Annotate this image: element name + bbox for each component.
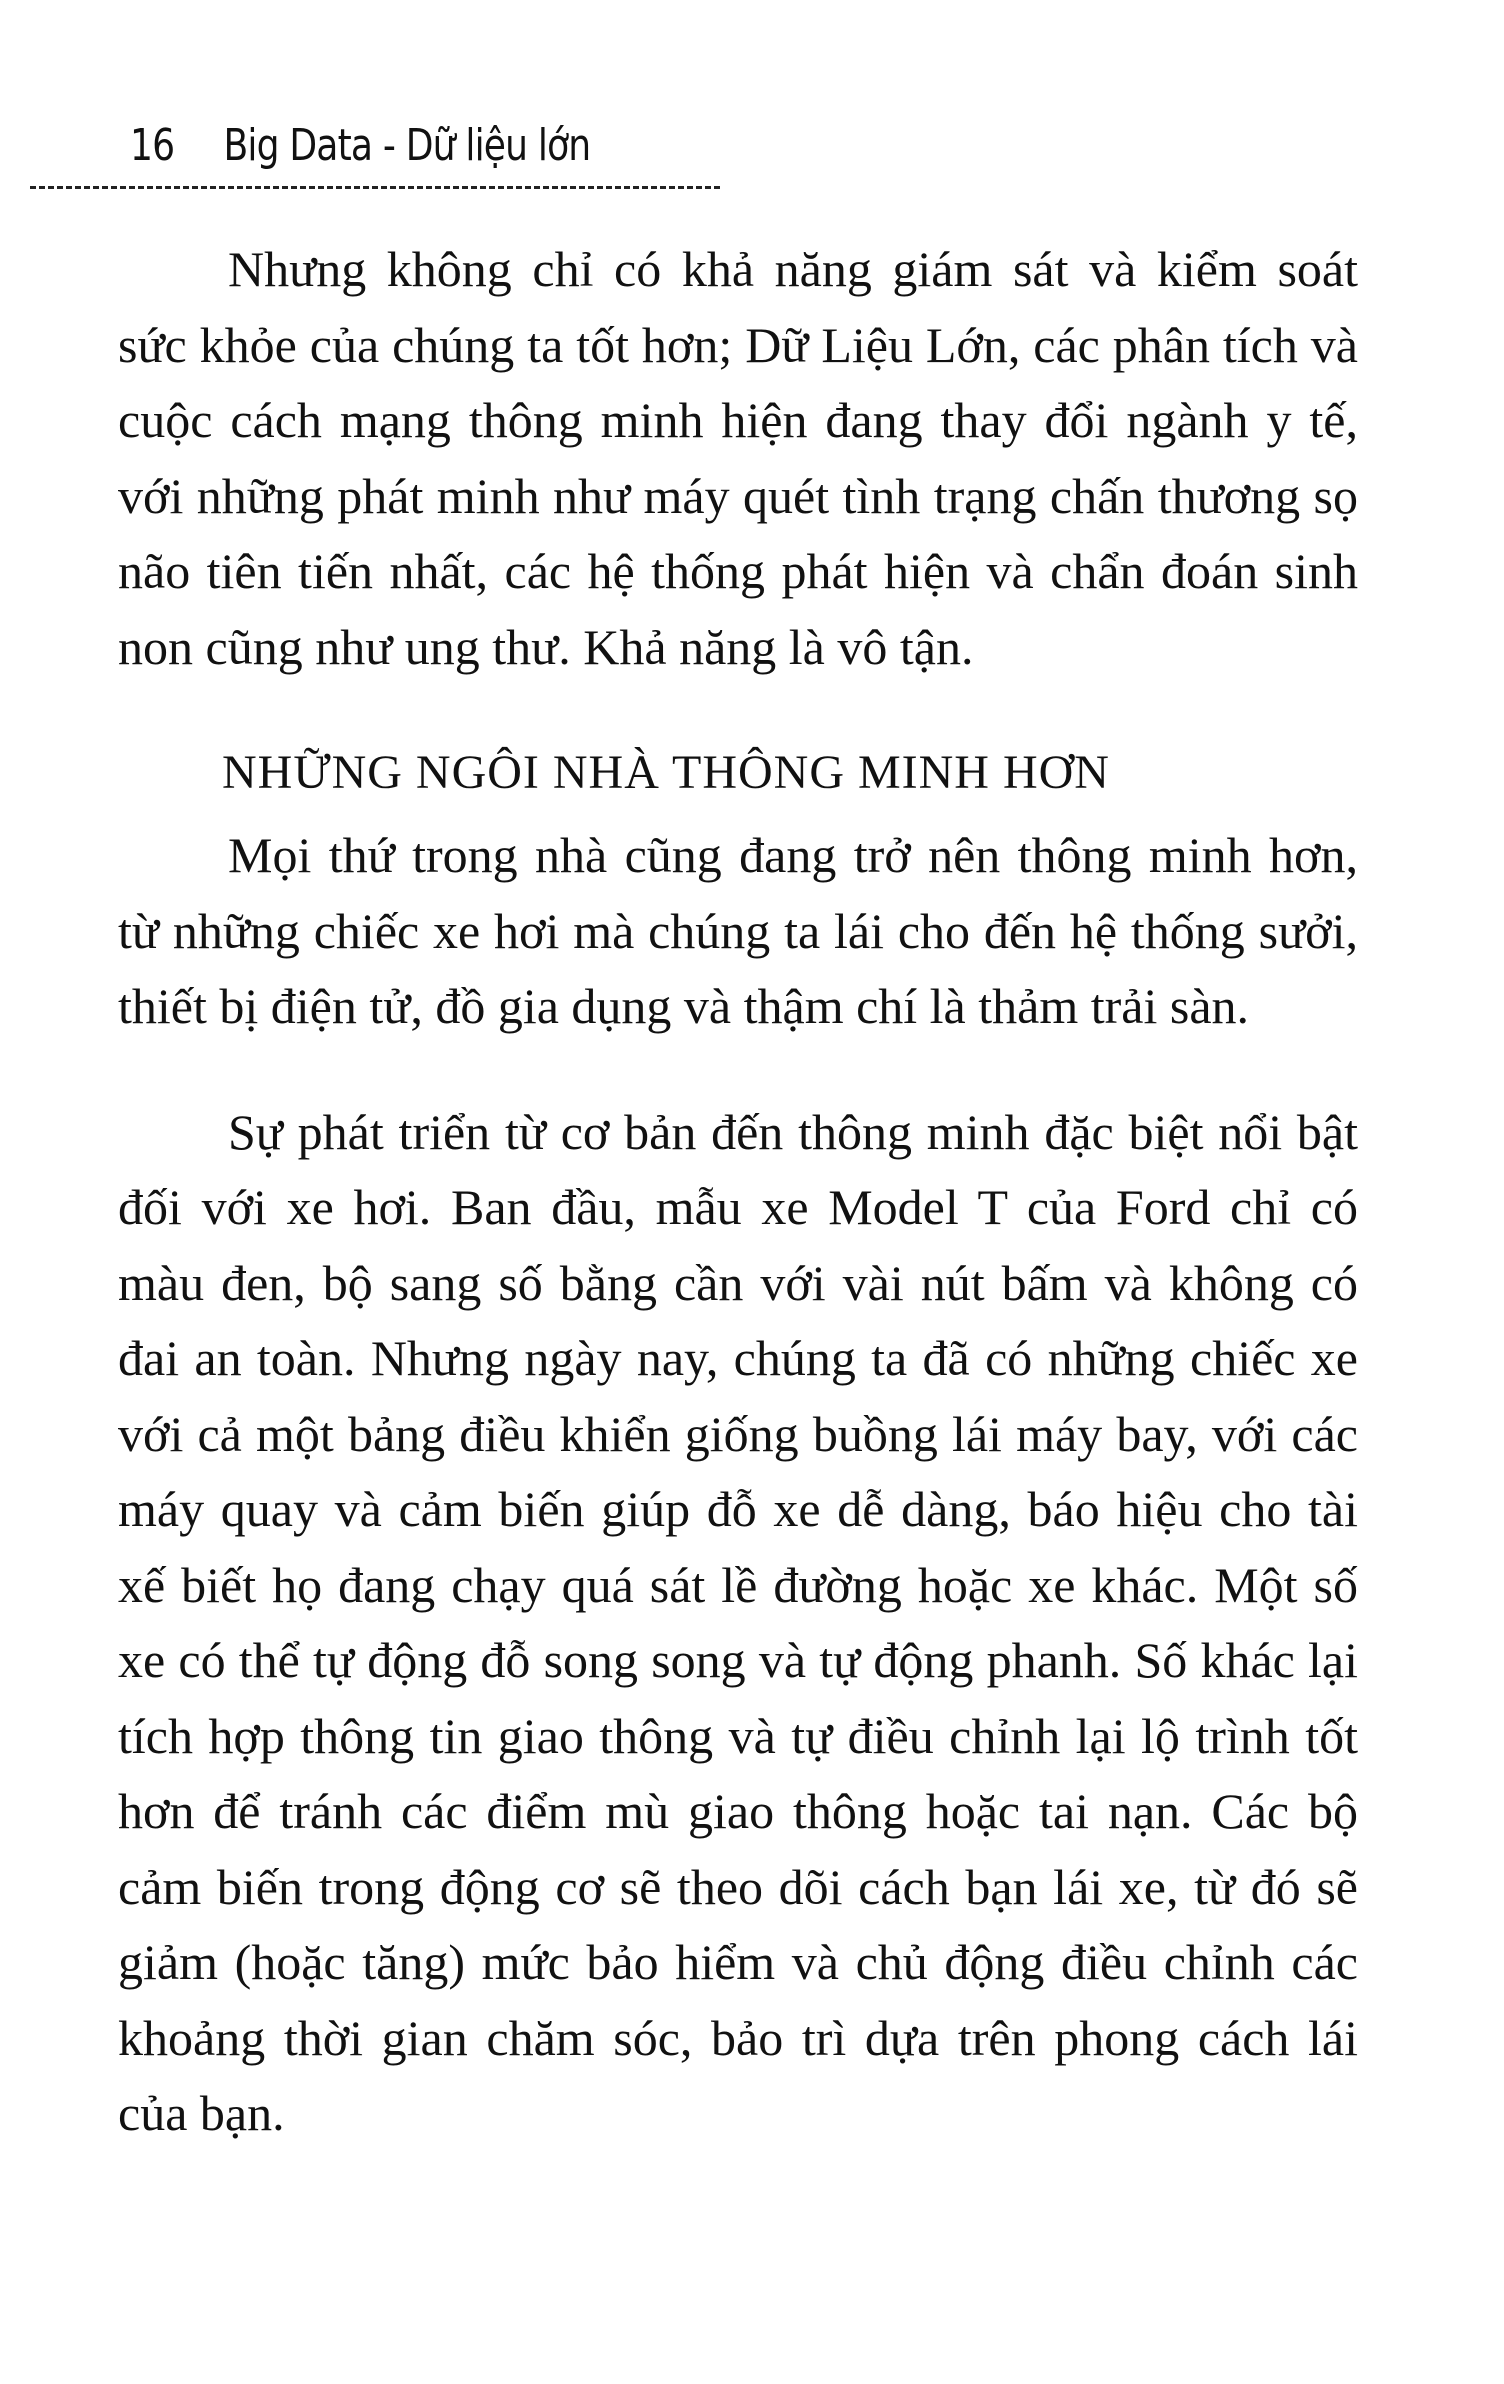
book-title: Big Data - Dữ liệu lớn — [223, 120, 591, 171]
paragraph-smart-home: Mọi thứ trong nhà cũng đang trở nên thông minh hơn, từ những chiếc xe hơi mà chúng ta lái cho đến hệ thống sưởi, thiết bị điện tử, đồ gia dụng và thậm chí là thảm trải sàn. — [118, 827, 1358, 1034]
paragraph-health: Nhưng không chỉ có khả năng giám sát và kiểm soát sức khỏe của chúng ta tốt hơn; Dữ Liệu Lớn, các phân tích và cuộc cách mạng thông minh hiện đang thay đổi ngành y tế, với những phát minh như máy quét tình trạng chấn thương sọ não tiên tiến nhất, các hệ thống phát hiện và chẩn đoán sinh non cũng như ung thư. Khả năng là vô tận. — [118, 241, 1358, 675]
page-number: 16 — [130, 120, 175, 171]
running-header — [130, 120, 590, 171]
paragraph-smart-cars: Sự phát triển từ cơ bản đến thông minh đặc biệt nổi bật đối với xe hơi. Ban đầu, mẫu xe Model T của Ford chỉ có màu đen, bộ sang số bằng cần với vài nút bấm và không có đai an toàn. Nhưng ngày nay, chúng ta đã có những chiếc xe với cả một bảng điều khiển giống buồng lái máy bay, với các máy quay và cảm biến giúp đỗ xe dễ dàng, báo hiệu cho tài xế biết họ đang chạy quá sát lề đường hoặc xe khác. Một số xe có thể tự động đỗ song song và tự động phanh. Số khác lại tích hợp thông tin giao thông và tự điều chỉnh lại lộ trình tốt hơn để tránh các điểm mù giao thông hoặc tai nạn. Các bộ cảm biến trong động cơ sẽ theo dõi cách bạn lái xe, từ đó sẽ giảm (hoặc tăng) mức bảo hiểm và chủ động điều chỉnh các khoảng thời gian chăm sóc, bảo trì dựa trên phong cách lái của bạn. — [118, 1103, 1358, 2141]
section-heading: NHỮNG NGÔI NHÀ THÔNG MINH HƠN — [222, 746, 1110, 799]
header-dashed-rule — [30, 186, 720, 189]
body-text — [118, 232, 1358, 2152]
